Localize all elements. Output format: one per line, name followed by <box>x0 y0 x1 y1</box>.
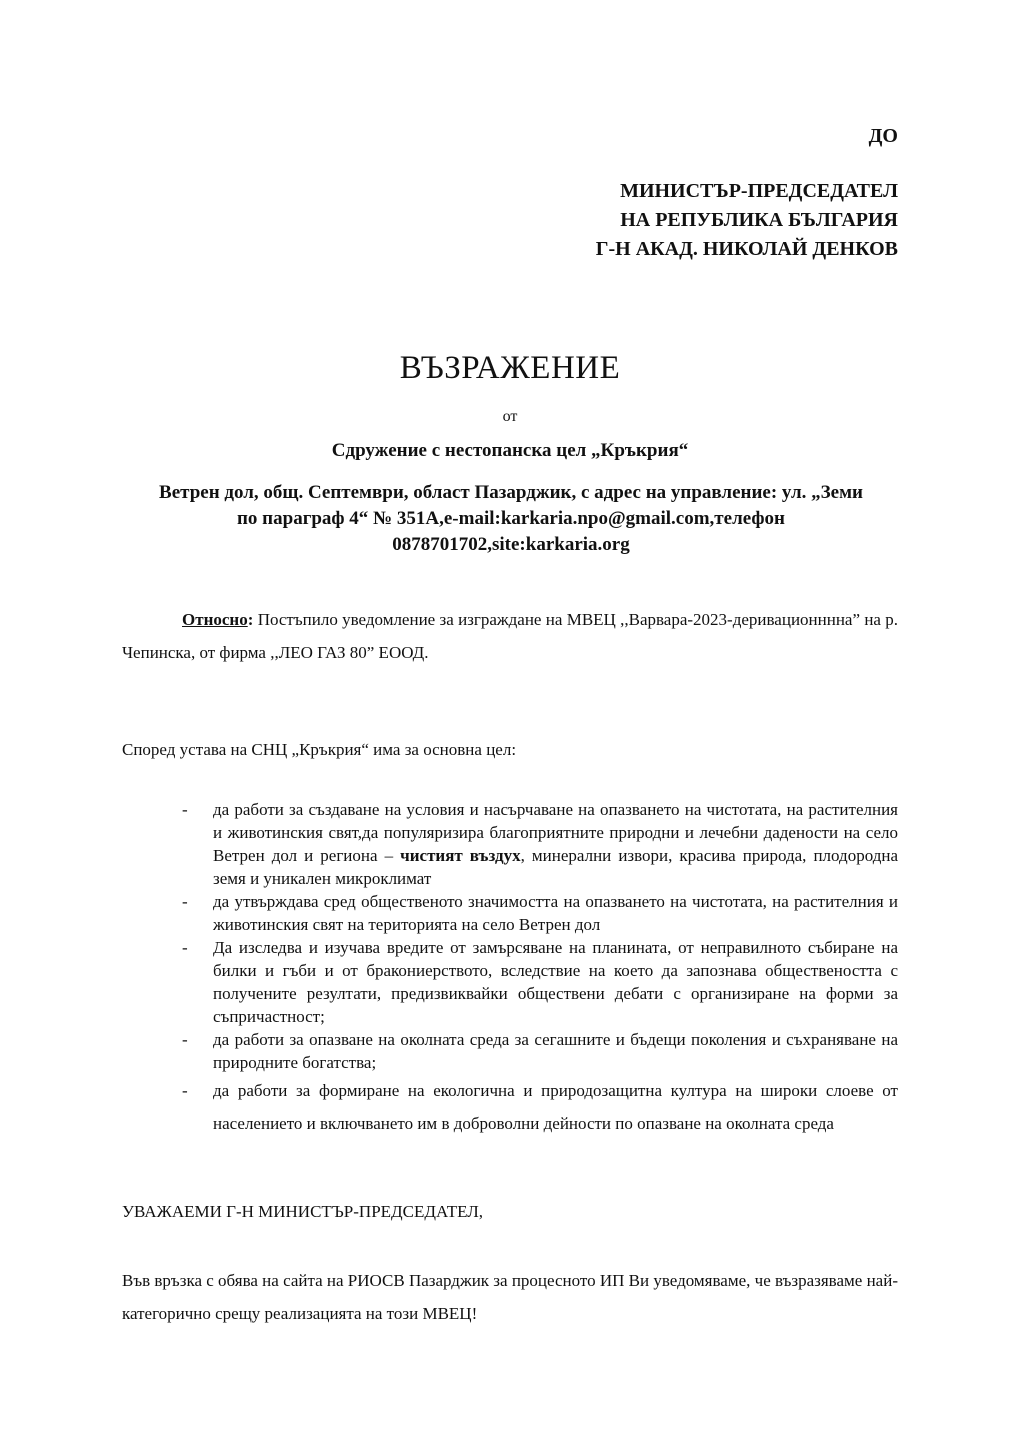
goals-list <box>182 798 898 1140</box>
address-line: по параграф 4“ № 351А,e-mail:karkaria.npo@gmail.com,телефон <box>236 508 785 529</box>
emphasis-text: чистият въздух <box>400 846 521 865</box>
statute-intro: Според устава на СНЦ „Кръкрия“ има за основна цел: <box>122 740 517 759</box>
list-item: - да работи за опазване на околната среда за сегашните и бъдещи поколения и съхраняване на природните богатства; <box>182 1030 898 1072</box>
salutation: УВАЖАЕМИ Г-Н МИНИСТЪР-ПРЕДСЕДАТЕЛ, <box>122 1202 484 1221</box>
from-word: от <box>502 408 518 425</box>
recipient-line: Г-Н АКАД. НИКОЛАЙ ДЕНКОВ <box>595 238 898 260</box>
bullet-dash: - <box>182 938 188 957</box>
address-line: 0878701702,site:karkaria.org <box>392 534 630 555</box>
recipient-block <box>338 177 898 264</box>
list-item: - да утвърждава сред общественото значимостта на опазването на чистотата, на растителния и животинския свят на територията на село Ветрен дол <box>182 892 898 934</box>
recipient-line: НА РЕПУБЛИКА БЪЛГАРИЯ <box>620 209 898 231</box>
bullet-dash: - <box>182 892 188 911</box>
subject-text: Постъпило уведомление за изграждане на МВЕЦ ,,Варвара-2023-деривационннна” на р. Чепинска, от фирма ,,ЛЕО ГАЗ 80” ЕООД. <box>122 610 898 662</box>
bullet-dash: - <box>182 800 188 819</box>
recipient-line: МИНИСТЪР-ПРЕДСЕДАТЕЛ <box>620 180 898 202</box>
organization-address <box>128 480 894 558</box>
list-item: - Да изследва и изучава вредите от замърсяване на планината, от неправилното събиране на билки и гъби и от бракониерството, вследствие на което да запознава обществеността с получените резултати, предизвиквайки обществени дебати с организиране на форми за съпричастност; <box>182 938 898 1026</box>
organization-name: Сдружение с нестопанска цел „Кръкрия“ <box>331 440 689 461</box>
closing-paragraph: Във връзка с обява на сайта на РИОСВ Пазарджик за процесното ИП Ви уведомяваме, че възразяваме най-категорично срещу реализацията на този МВЕЦ! <box>122 1271 898 1323</box>
address-line: Ветрен дол, общ. Септември, област Пазарджик, с адрес на управление: ул. „Земи <box>159 482 863 503</box>
bullet-dash: - <box>182 1030 188 1049</box>
bullet-dash: - <box>182 1081 188 1100</box>
document-title: ВЪЗРАЖЕНИЕ <box>399 350 621 386</box>
to-label: ДО <box>868 125 898 147</box>
list-item: - да работи за създаване на условия и насърчаване на опазването на чистотата, на растителния и животинския свят,да популяризира благоприятните природни и лечебни дадености на село Ветрен дол и региона – чистият въздух, минерални извори, красива природа, плодородна земя и уникален микроклимат <box>182 800 898 888</box>
subject-label: Относно <box>182 610 248 629</box>
subject-paragraph <box>122 603 898 669</box>
subject-colon: : <box>247 610 254 629</box>
list-item: - да работи за формиране на екологична и природозащитна култура на широки слоеве от населението и включването им в доброволни дейности по опазване на околната среда <box>182 1074 898 1140</box>
